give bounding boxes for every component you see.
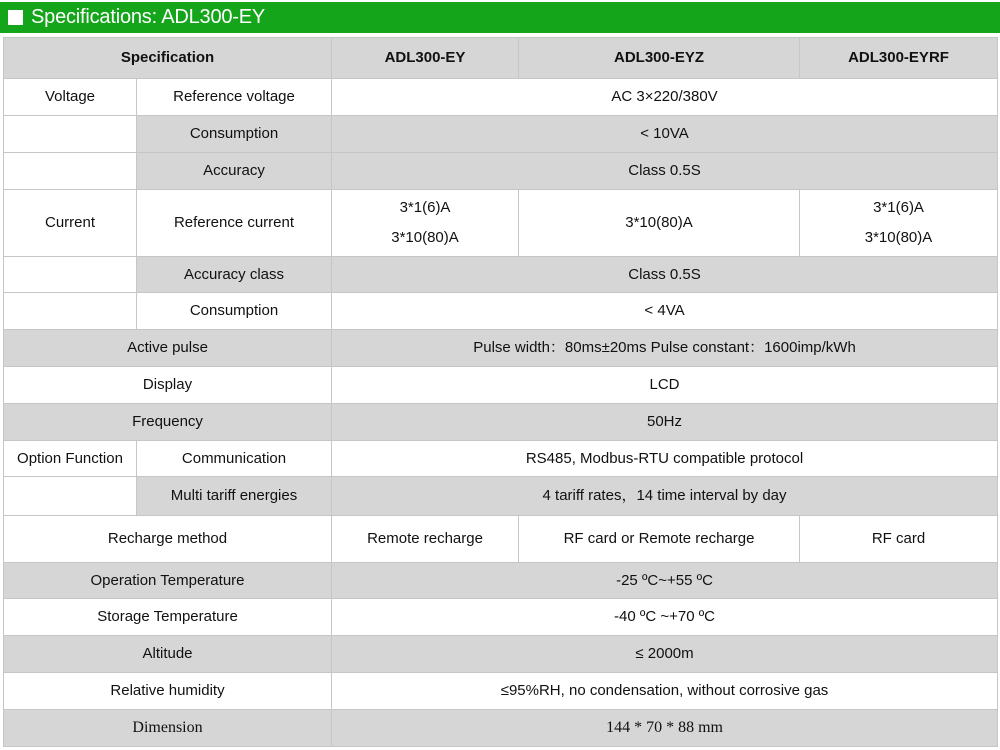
- section-title: Specifications: ADL300-EY: [31, 6, 266, 28]
- column-header-adl300-eyrf: ADL300-EYRF: [800, 38, 998, 79]
- value-voltage-consumption: < 10VA: [332, 116, 998, 153]
- group-empty-cell: [4, 153, 137, 190]
- label-reference-current: Reference current: [137, 190, 332, 257]
- value-reference-current-ey: [332, 190, 519, 257]
- column-header-specification: Specification: [4, 38, 332, 79]
- label-recharge-method: Recharge method: [4, 516, 332, 563]
- reference-current-ey-line1: 3*1(6)A: [399, 199, 451, 216]
- value-recharge-eyz: RF card or Remote recharge: [519, 516, 800, 563]
- label-active-pulse: Active pulse: [4, 330, 332, 367]
- value-voltage-accuracy: Class 0.5S: [332, 153, 998, 190]
- value-current-accuracy-class: Class 0.5S: [332, 257, 998, 293]
- value-dimension: 144 * 70 * 88 mm: [332, 710, 998, 747]
- label-frequency: Frequency: [4, 404, 332, 441]
- value-multi-tariff: 4 tariff rates，14 time interval by day: [332, 477, 998, 516]
- label-voltage-accuracy: Accuracy: [137, 153, 332, 190]
- label-storage-temperature: Storage Temperature: [4, 599, 332, 636]
- value-reference-current-eyz: 3*10(80)A: [519, 190, 800, 257]
- value-current-consumption: < 4VA: [332, 293, 998, 330]
- value-altitude: ≤ 2000m: [332, 636, 998, 673]
- value-relative-humidity: ≤95%RH, no condensation, without corrosive gas: [332, 673, 998, 710]
- column-header-adl300-ey: ADL300-EY: [332, 38, 519, 79]
- reference-current-eyrf-line2: 3*10(80)A: [864, 229, 933, 246]
- label-relative-humidity: Relative humidity: [4, 673, 332, 710]
- label-altitude: Altitude: [4, 636, 332, 673]
- group-voltage: Voltage: [4, 79, 137, 116]
- group-empty-cell: [4, 477, 137, 516]
- group-empty-cell: [4, 257, 137, 293]
- value-storage-temperature: -40 ºC ~+70 ºC: [332, 599, 998, 636]
- label-dimension: Dimension: [4, 710, 332, 747]
- group-option-function: Option Function: [4, 441, 137, 477]
- column-header-adl300-eyz: ADL300-EYZ: [519, 38, 800, 79]
- group-empty-cell: [4, 116, 137, 153]
- reference-current-ey-line2: 3*10(80)A: [391, 229, 459, 246]
- label-voltage-consumption: Consumption: [137, 116, 332, 153]
- label-communication: Communication: [137, 441, 332, 477]
- value-reference-current-eyrf: [800, 190, 998, 257]
- value-display: LCD: [332, 367, 998, 404]
- value-recharge-eyrf: RF card: [800, 516, 998, 563]
- label-operation-temperature: Operation Temperature: [4, 563, 332, 599]
- value-frequency: 50Hz: [332, 404, 998, 441]
- group-current: Current: [4, 190, 137, 257]
- label-current-accuracy-class: Accuracy class: [137, 257, 332, 293]
- value-operation-temperature: -25 ºC~+55 ºC: [332, 563, 998, 599]
- value-communication: RS485, Modbus-RTU compatible protocol: [332, 441, 998, 477]
- section-header: [0, 2, 1000, 33]
- group-empty-cell: [4, 293, 137, 330]
- label-reference-voltage: Reference voltage: [137, 79, 332, 116]
- specifications-table: [3, 37, 998, 747]
- label-current-consumption: Consumption: [137, 293, 332, 330]
- square-bullet-icon: [8, 10, 23, 25]
- value-active-pulse: Pulse width：80ms±20ms Pulse constant：1600imp/kWh: [332, 330, 998, 367]
- value-recharge-ey: Remote recharge: [332, 516, 519, 563]
- value-reference-voltage: AC 3×220/380V: [332, 79, 998, 116]
- reference-current-eyrf-line1: 3*1(6)A: [873, 199, 924, 216]
- label-multi-tariff: Multi tariff energies: [137, 477, 332, 516]
- label-display: Display: [4, 367, 332, 404]
